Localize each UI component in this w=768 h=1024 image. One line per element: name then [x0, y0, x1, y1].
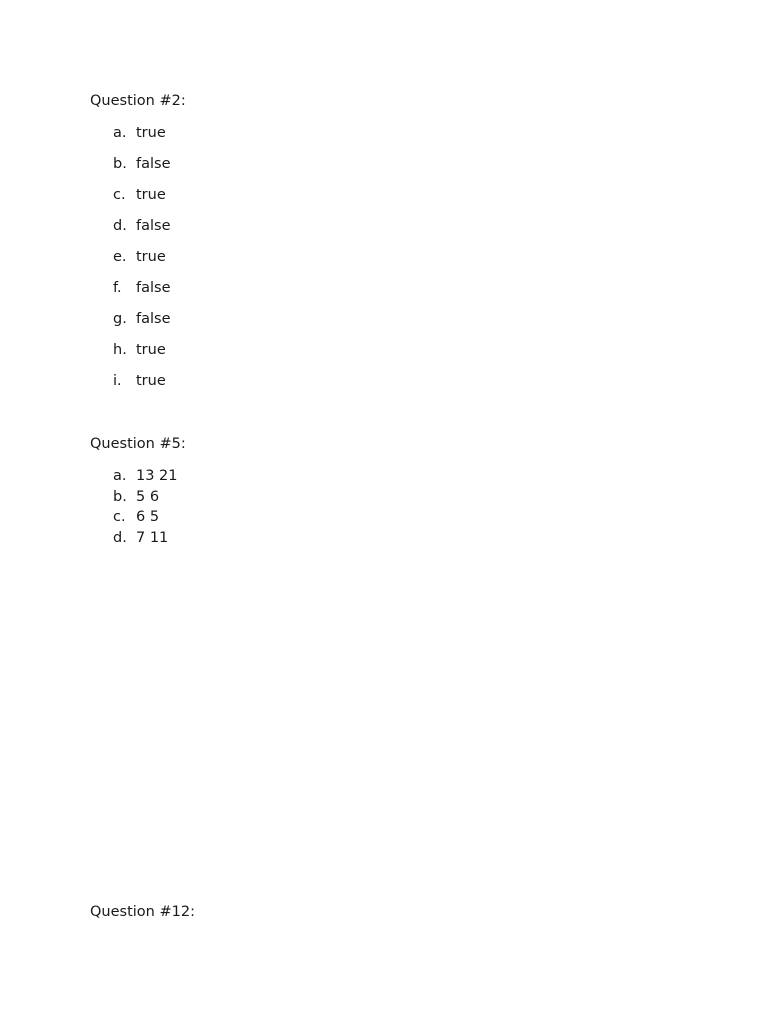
answer-text: 7 11	[136, 530, 169, 547]
answer-letter: e.	[113, 249, 127, 265]
answer-item	[113, 310, 171, 328]
answer-text: false	[136, 311, 171, 327]
question-12-heading: Question #12:	[90, 904, 195, 920]
question-2-answer-list	[113, 124, 171, 390]
answer-text: true	[136, 249, 166, 265]
answer-item	[113, 372, 171, 390]
answer-letter: g.	[113, 311, 127, 327]
answer-item	[113, 488, 178, 506]
question-5-heading: Question #5:	[90, 436, 186, 452]
answer-text: 13 21	[136, 468, 178, 484]
answer-text: true	[136, 342, 166, 358]
answer-item	[113, 467, 178, 485]
answer-text: true	[136, 187, 166, 203]
answer-text: false	[136, 218, 171, 234]
answer-letter: f.	[113, 280, 122, 296]
answer-letter: d.	[113, 530, 127, 547]
answer-letter: d.	[113, 218, 127, 234]
answer-letter: b.	[113, 488, 127, 505]
answer-item	[113, 124, 171, 142]
answer-text: false	[136, 156, 171, 172]
question-2-heading: Question #2:	[90, 93, 186, 109]
answer-text: true	[136, 373, 166, 389]
answer-letter: a.	[113, 468, 127, 484]
answer-text: false	[136, 280, 171, 296]
answer-letter: a.	[113, 125, 127, 141]
answer-item	[113, 508, 178, 526]
answer-item	[113, 186, 171, 204]
answer-item	[113, 529, 178, 547]
answer-item	[113, 341, 171, 359]
answer-text: 5 6	[136, 488, 160, 505]
answer-letter: c.	[113, 187, 126, 203]
answer-item	[113, 248, 171, 266]
answer-letter: b.	[113, 156, 127, 172]
answer-item	[113, 217, 171, 235]
answer-letter: i.	[113, 373, 122, 389]
answer-item	[113, 279, 171, 297]
answer-letter: h.	[113, 342, 127, 358]
question-5-answer-list	[113, 467, 178, 547]
answer-text: true	[136, 125, 166, 141]
answer-text: 6 5	[136, 509, 160, 526]
answer-letter: c.	[113, 509, 126, 526]
answer-item	[113, 155, 171, 173]
